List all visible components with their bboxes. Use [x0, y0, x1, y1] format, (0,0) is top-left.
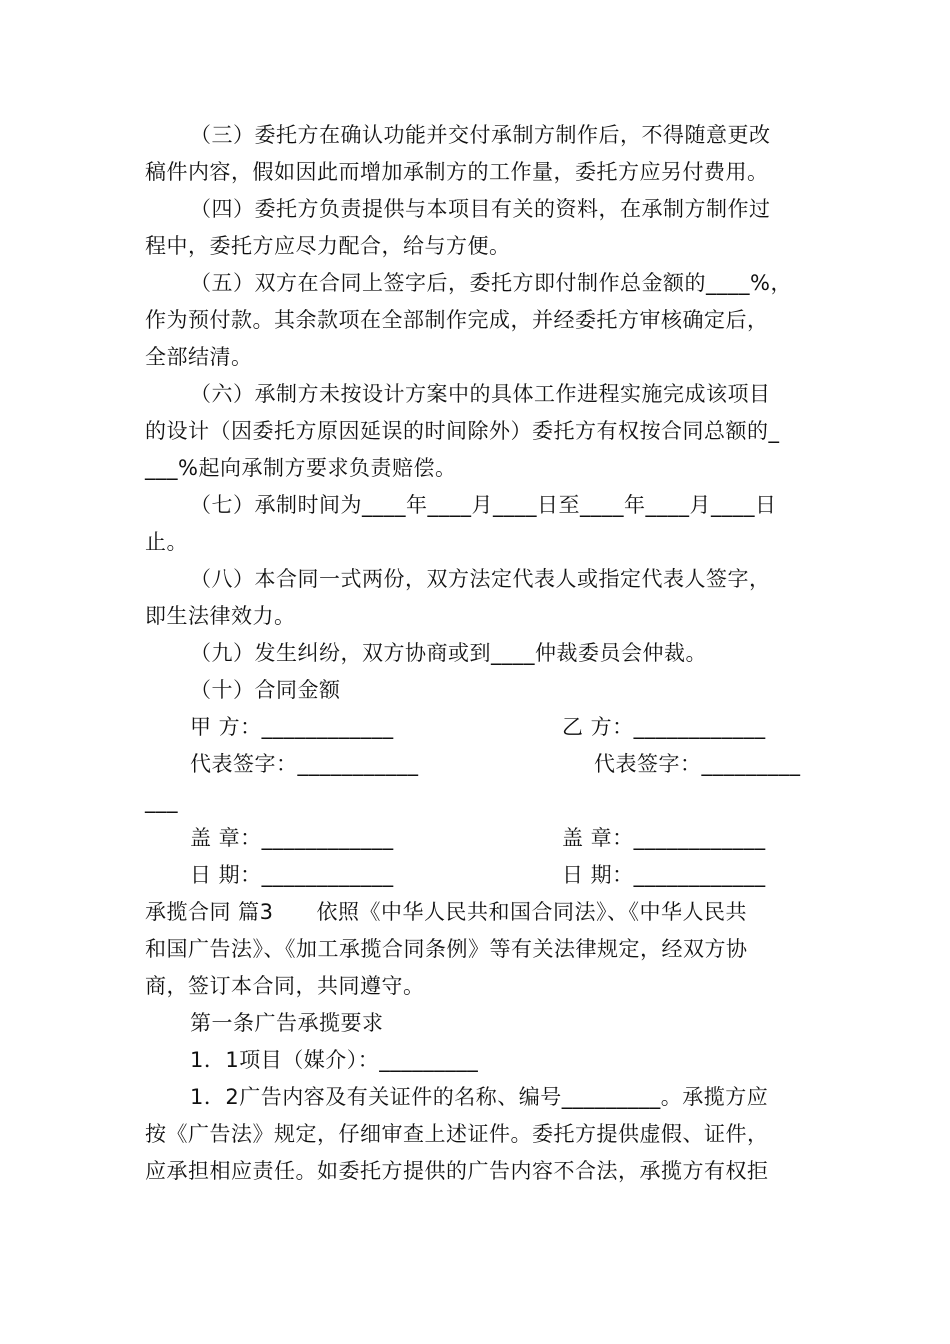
seal-party-a: 盖 章：____________ [190, 826, 394, 850]
paragraph-line: 承揽合同 篇3 依照《中华人民共和国合同法》、《中华人民共 [145, 900, 748, 924]
signature-representative-b: 代表签字：_________ [594, 752, 801, 776]
paragraph-line: 1．2广告内容及有关证件的名称、编号_________。承揽方应 [190, 1085, 769, 1109]
paragraph-line: 稿件内容，假如因此而增加承制方的工作量，委托方应另付费用。 [145, 160, 769, 184]
paragraph-line: （五）双方在合同上签字后，委托方即付制作总金额的____%， [190, 271, 792, 295]
paragraph-line: 的设计（因委托方原因延误的时间除外）委托方有权按合同总额的_ [145, 419, 780, 443]
date-party-b: 日 期：____________ [562, 863, 766, 887]
paragraph-line: ___%起向承制方要求负责赔偿。 [145, 456, 457, 480]
paragraph-line: 商，签订本合同，共同遵守。 [145, 974, 425, 998]
signature-party-b: 乙 方：____________ [562, 715, 766, 739]
signature-representative-a: 代表签字：___________ [190, 752, 419, 776]
paragraph-line: （三）委托方在确认功能并交付承制方制作后，不得随意更改 [190, 123, 771, 147]
paragraph-line: 即生法律效力。 [145, 604, 296, 628]
signature-continuation: ___ [145, 789, 178, 813]
paragraph-line: 作为预付款。其余款项在全部制作完成，并经委托方审核确定后， [145, 308, 769, 332]
paragraph-line: 应承担相应责任。如委托方提供的广告内容不合法，承揽方有权拒 [145, 1159, 769, 1183]
signature-party-a: 甲 方：____________ [190, 715, 394, 739]
paragraph-line: （七）承制时间为____年____月____日至____年____月____日 [190, 493, 777, 517]
seal-party-b: 盖 章：____________ [562, 826, 766, 850]
section-heading: 第一条广告承揽要求 [190, 1011, 384, 1035]
paragraph-line: （四）委托方负责提供与本项目有关的资料，在承制方制作过 [190, 197, 771, 221]
paragraph-line: 1．1项目（媒介）：_________ [190, 1048, 479, 1072]
paragraph-line: （八）本合同一式两份，双方法定代表人或指定代表人签字， [190, 567, 771, 591]
paragraph-line: （六）承制方未按设计方案中的具体工作进程实施完成该项目 [190, 382, 771, 406]
paragraph-line: （十）合同金额 [190, 678, 341, 702]
paragraph-line: 和国广告法》、《加工承揽合同条例》等有关法律规定，经双方协 [145, 937, 748, 961]
paragraph-line: （九）发生纠纷，双方协商或到____仲裁委员会仲裁。 [190, 641, 707, 665]
paragraph-line: 止。 [145, 530, 188, 554]
paragraph-line: 按《广告法》规定，仔细审查上述证件。委托方提供虚假、证件， [145, 1122, 769, 1146]
paragraph-line: 全部结清。 [145, 345, 253, 369]
date-party-a: 日 期：____________ [190, 863, 394, 887]
paragraph-line: 程中，委托方应尽力配合，给与方便。 [145, 234, 511, 258]
